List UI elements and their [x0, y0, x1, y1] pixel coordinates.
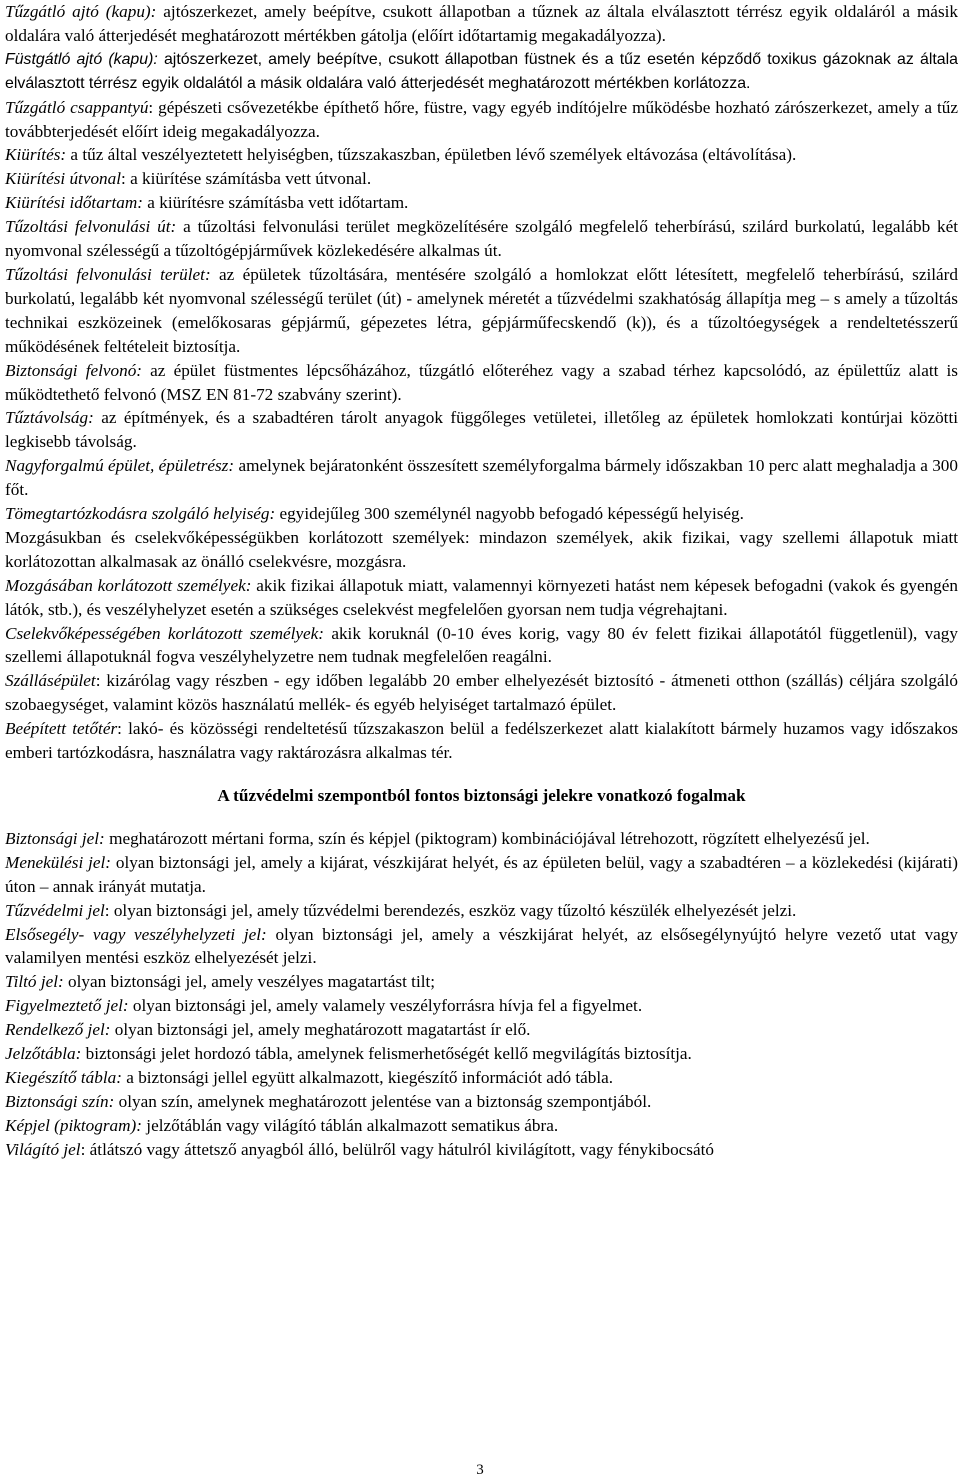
definition-term: Elsősegély- vagy veszélyhelyzeti jel: — [5, 924, 267, 944]
definition-text: : átlátszó vagy áttetsző anyagból álló, belülről vagy hátulról kivilágított, vagy fénykibocsátó — [80, 1139, 714, 1159]
sign-tilto-jel — [5, 970, 958, 994]
definition-text: : gépészeti csővezetékbe építhető hőre, füstre, vagy egyéb indítójelre működésbe hozható zárószerkezet, amely a tűz továbbterjedését előírt ideig megakadályozza. — [5, 97, 958, 141]
definition-text: olyan biztonsági jel, amely veszélyes magatartást tilt; — [63, 972, 436, 992]
definition-term: Biztonsági felvonó: — [5, 360, 143, 380]
definition-tuztavolsag — [5, 406, 958, 454]
definition-term: Kiürítés: — [5, 145, 67, 165]
definition-beepitett-teto — [5, 717, 958, 765]
definition-cselekvokepesseg — [5, 622, 958, 670]
definition-term: Biztonsági szín: — [5, 1091, 115, 1111]
sign-elsosegely-jel — [5, 923, 958, 971]
definition-term: Tűzvédelmi jel — [5, 900, 105, 920]
definition-nagyforgalmu-epulet — [5, 454, 958, 502]
definition-term: Tömegtartózkodásra szolgáló helyiség: — [5, 504, 276, 524]
definition-term: Tiltó jel: — [5, 972, 64, 992]
definition-term: Beépített tetőtér — [5, 719, 118, 739]
definition-term: Menekülési jel: — [5, 852, 112, 872]
definition-term: Mozgásában korlátozott személyek: — [5, 575, 252, 595]
definition-mozgasukban-korlatozott — [5, 526, 958, 574]
definition-text: olyan biztonsági jel, amely a kijárat, vészkijárat helyét, és az épületen belül, vagy a szabadtéren – a közlekedési (kijárati) úton – annak irányát mutatja. — [5, 852, 958, 896]
definition-text: az építmények, és a szabadtéren tárolt anyagok függőleges vetületei, illetőleg az épületek homlokzati kontúrjai közötti legkisebb távolság. — [5, 408, 958, 452]
definition-term: Tűzoltási felvonulási út: — [5, 217, 177, 237]
definition-text: a biztonsági jellel együtt alkalmazott, kiegészítő információt adó tábla. — [121, 1067, 614, 1087]
sign-rendelkezo-jel — [5, 1018, 958, 1042]
definition-text: olyan biztonsági jel, amely a vészkijárat helyét, az elsősegélynyújtó helyre vezető utat vagy valamilyen mentési eszköz elhelyezését jelzi. — [5, 924, 958, 968]
sign-jelzotabla — [5, 1042, 958, 1066]
definition-text: egyidejűleg 300 személynél nagyobb befogadó képességű helyiség. — [275, 504, 744, 524]
definition-term: Kiürítési időtartam: — [5, 193, 143, 213]
definition-text: a tűz által veszélyeztetett helyiségben, tűzszakaszban, épületben lévő személyek eltávozása (eltávolítása). — [66, 145, 797, 165]
definition-text: akik fizikai állapotuk miatt, valamennyi környezeti hatást nem képesek befogadni (vakok és gyengén látók, stb.), és veszélyhelyzet esetén a szükséges cselekvést megfelelően gyorsan nem tudja végrehajtani. — [5, 575, 958, 619]
definition-tuzgatlo-ajto — [5, 0, 958, 48]
definition-term: Tűzgátló ajtó (kapu): — [5, 2, 157, 21]
definition-kiuritesi-utvonal — [5, 167, 958, 191]
definition-term: Kiürítési útvonal — [5, 169, 122, 189]
definition-text: : a kiürítése számításba vett útvonal. — [121, 169, 372, 189]
definition-text: az épület füstmentes lépcsőházához, tűzgátló előteréhez vagy a szabad térhez kapcsolódó, az épülettűz alatt is működtethető felvonó (MSZ EN 81-72 szabvány szerint). — [5, 360, 958, 404]
definition-term: Rendelkező jel: — [5, 1020, 111, 1040]
sign-figyelmezteto-jel — [5, 994, 958, 1018]
definition-biztonsagi-felvono — [5, 359, 958, 407]
definition-text: biztonsági jelet hordozó tábla, amelynek felismerhetőségét kellő megvilágítás biztosítja. — [81, 1044, 692, 1064]
definition-felvonulasi-terulet — [5, 263, 958, 359]
definition-fustgatlo-ajto — [5, 48, 958, 96]
sign-biztonsagi-szin — [5, 1090, 958, 1114]
definition-term: Nagyforgalmú épület, épületrész: — [5, 456, 235, 476]
sign-tuzvedelmi-jel — [5, 899, 958, 923]
definition-mozgasaban-korlatozott — [5, 574, 958, 622]
definition-text: olyan biztonsági jel, amely valamely veszélyforrásra hívja fel a figyelmet. — [128, 996, 643, 1016]
definition-text: meghatározott mértani forma, szín és képjel (piktogram) kombinációjával létrehozott, rögzített elhelyezésű jel. — [104, 828, 870, 848]
definition-text: a kiürítésre számításba vett időtartam. — [143, 193, 409, 213]
definition-text: akik koruknál (0-10 éves korig, vagy 80 év felett fizikai állapotától függetlenül), vagy szellemi állapotuknál fogva veszélyhelyzetre nem tudnak megfelelően reagálni. — [5, 623, 958, 667]
definition-term: Tűzoltási felvonulási terület: — [5, 264, 211, 284]
definition-szallasepulet — [5, 669, 958, 717]
definition-term: Füstgátló ajtó (kapu): — [5, 50, 158, 68]
definition-text: olyan biztonsági jel, amely meghatározott magatartást ír elő. — [110, 1020, 531, 1040]
sign-biztonsagi-jel — [5, 827, 958, 851]
definition-text: jelzőtáblán vagy világító táblán alkalmazott sematikus ábra. — [142, 1115, 559, 1135]
section-heading: A tűzvédelmi szempontból fontos biztonsági jelekre vonatkozó fogalmak — [217, 786, 746, 805]
definition-term: Tűzgátló csappantyú — [5, 97, 149, 117]
sign-kepjel — [5, 1114, 958, 1138]
definitions-list — [5, 0, 958, 765]
definition-kiurites — [5, 143, 958, 167]
sign-menekulesi-jel — [5, 851, 958, 899]
sign-kiegeszito-tabla — [5, 1066, 958, 1090]
definition-term: Szállásépület — [5, 671, 96, 691]
definition-text: olyan szín, amelynek meghatározott jelentése van a biztonság szempontjából. — [114, 1091, 652, 1111]
signs-list — [5, 827, 958, 1162]
definition-term: Biztonsági jel: — [5, 828, 105, 848]
definition-text: az épületek tűzoltására, mentésére szolgáló a homlokzat előtt létesített, megfelelő teherbírású, szilárd burkolatú, legalább két nyomvonal szélességű terület (út) - amelynek méretét a tűzvédelmi szakhatóság állapítja meg – s amely a tűzoltás technikai eszközeinek (emelőkosaras gépjármű, gépezetes létra, gépjárműfecskendő (k)), és a tűzoltóegységek a rendeltetésszerű működésének feltételeit biztosítja. — [5, 264, 958, 356]
sign-vilagito-jel — [5, 1138, 958, 1162]
definition-text: : lakó- és közösségi rendeltetésű tűzszakaszon belül a fedélszerkezet alatt kialakított bármely huzamos vagy időszakos emberi tartózkodásra, használatra vagy raktározásra alkalmas tér. — [5, 719, 958, 763]
definition-felvonulasi-ut — [5, 215, 958, 263]
definition-term: Figyelmeztető jel: — [5, 996, 129, 1016]
definition-term: Képjel (piktogram): — [5, 1115, 142, 1135]
definition-text: : kizárólag vagy részben - egy időben legalább 20 ember elhelyezését biztosító - átmeneti otthon (szállás) céljára szolgáló szobaegységet, valamint közös használatú mellék- és egyéb helyiséget tartalmazó épület. — [5, 671, 958, 715]
definition-tomegtartozkodas — [5, 502, 958, 526]
definition-term: Kiegészítő tábla: — [5, 1067, 122, 1087]
definition-term: Világító jel — [5, 1139, 81, 1159]
definition-text: : olyan biztonsági jel, amely tűzvédelmi berendezés, eszköz vagy tűzoltó készülék elhelyezését jelzi. — [104, 900, 797, 920]
definition-text: amelynek bejáratonként összesített személyforgalma bármely időszakban 10 perc alatt meghaladja a 300 főt. — [5, 456, 958, 500]
definition-text: Mozgásukban és cselekvőképességükben korlátozott személyek: mindazon személyek, akik fizikai, vagy szellemi állapotuk miatt korlátozottan alkalmasak az önálló cselekvésre, mozgásra. — [5, 527, 958, 571]
document-page — [5, 0, 958, 1162]
definition-term: Cselekvőképességében korlátozott személyek: — [5, 623, 325, 643]
definition-text: ajtószerkezet, amely beépítve, csukott állapotban füstnek és a tűz esetén képződő toxikus gázoknak az általa elválasztott térrész egyik oldalától a másik oldalára való átterjedését meghatározott mértékben korlátozza. — [5, 50, 958, 92]
page-number: 3 — [476, 1462, 484, 1478]
definition-term: Jelzőtábla: — [5, 1044, 82, 1064]
definition-text: a tűzoltási felvonulási terület megközelítésére szolgáló megfelelő teherbírású, szilárd burkolatú, legalább két nyomvonal szélességű a tűzoltógépjárművek közlekedésére alkalmas út. — [5, 217, 958, 261]
definition-tuzgatlo-csappantyu — [5, 96, 958, 144]
definition-kiuritesi-idotartam — [5, 191, 958, 215]
definition-text: ajtószerkezet, amely beépítve, csukott állapotban a tűznek az általa elválasztott térrész egyik oldaláról a másik oldalára való átterjedését meghatározott mértékben gátolja (előírt időtartamig megakadályozza). — [5, 2, 958, 45]
definition-term: Tűztávolság: — [5, 408, 94, 428]
